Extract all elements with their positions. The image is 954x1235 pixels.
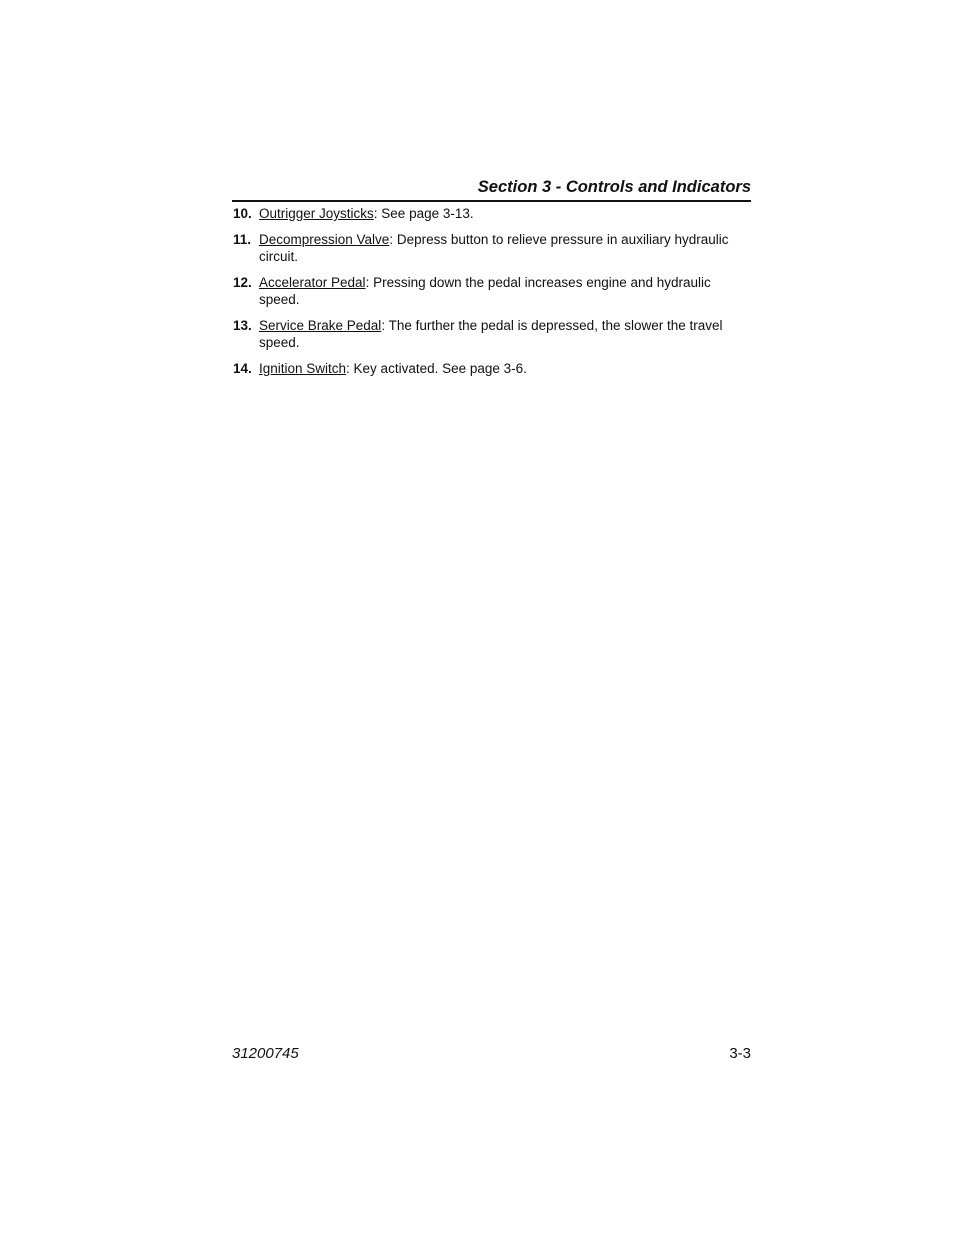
list-item: [232, 360, 752, 377]
item-number: 11.: [233, 232, 252, 247]
list-item: [232, 274, 752, 308]
item-number: 12.: [233, 275, 252, 290]
item-description: : See page 3-13.: [373, 206, 474, 221]
item-number: 10.: [233, 206, 252, 221]
controls-list: [232, 205, 752, 386]
document-number: 31200745: [232, 1045, 299, 1062]
item-term: Outrigger Joysticks: [259, 206, 374, 221]
item-term: Accelerator Pedal: [259, 275, 366, 290]
item-term: Ignition Switch: [259, 361, 347, 376]
section-header: Section 3 - Controls and Indicators: [232, 176, 751, 202]
item-term: Service Brake Pedal: [259, 318, 382, 333]
list-item: [232, 231, 752, 265]
list-item: [232, 317, 752, 351]
item-description: : The further the pedal is depressed, the slower the travel speed.: [259, 318, 723, 350]
page-number: 3-3: [729, 1045, 751, 1062]
item-number: 13.: [233, 318, 252, 333]
item-number: 14.: [233, 361, 252, 376]
list-item: [232, 205, 752, 222]
item-description: : Key activated. See page 3-6.: [346, 361, 527, 376]
item-description: : Pressing down the pedal increases engine and hydraulic speed.: [259, 275, 711, 307]
item-description: : Depress button to relieve pressure in auxiliary hydraulic circuit.: [259, 232, 729, 264]
item-term: Decompression Valve: [259, 232, 390, 247]
